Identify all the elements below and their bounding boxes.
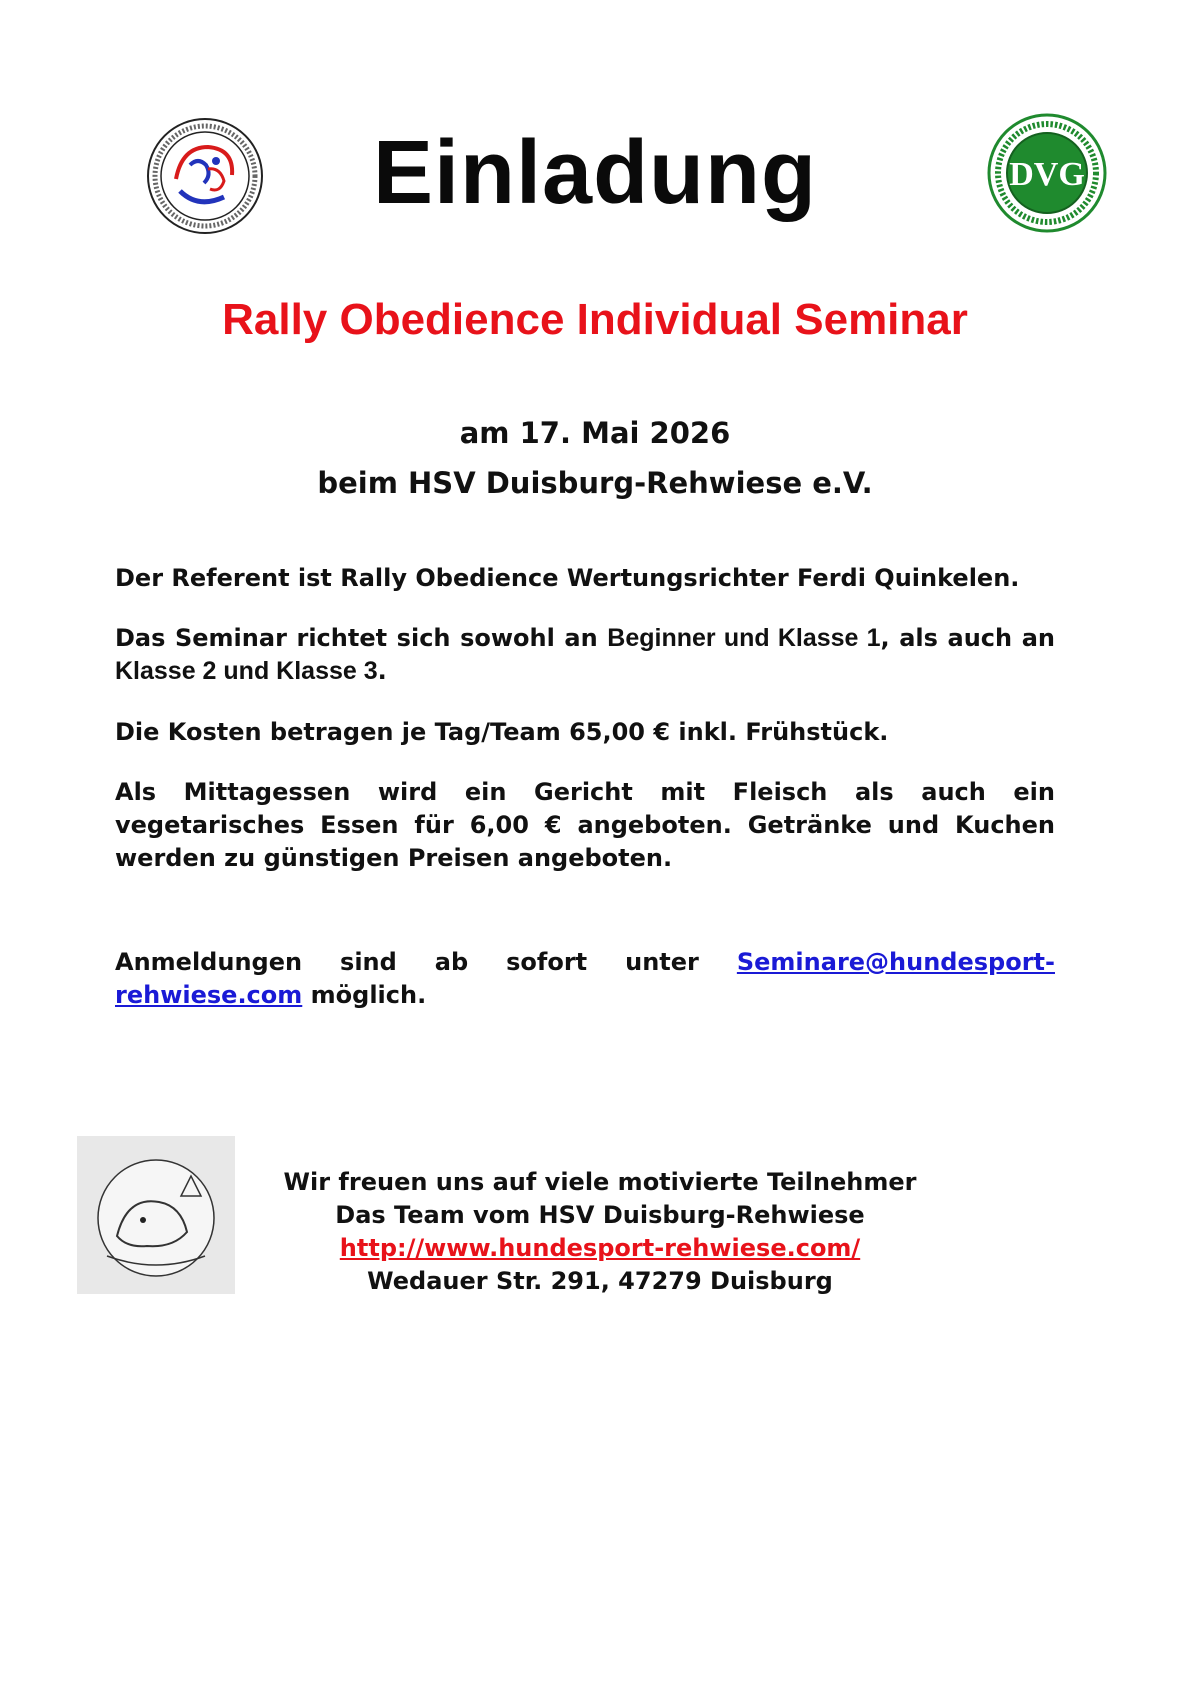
cost-paragraph: Die Kosten betragen je Tag/Team 65,00 € inkl. Frühstück. [115,718,889,746]
lunch-paragraph: Als Mittagessen wird ein Gericht mit Fleisch als auch ein vegetarisches Essen für 6,00 € angeboten. Getränke und Kuchen werden zu günstigen Preisen angeboten. [115,778,1055,872]
class-2-3: Klasse 2 und Klasse 3 [115,657,378,685]
footer-block [250,1166,950,1298]
page-title: Einladung [373,123,817,223]
seminar-title: Rally Obedience Individual Seminar [222,295,968,344]
target-group-paragraph: Das Seminar richtet sich sowohl an Beginner und Klasse 1, als auch an Klasse 2 und Klasse 3. [115,624,1055,685]
referent-paragraph: Der Referent ist Rally Obedience Wertungsrichter Ferdi Quinkelen. [115,564,1020,592]
registration-paragraph: Anmeldungen sind ab sofort unter Seminare@hundesport-rehwiese.com möglich. [115,948,1055,1009]
dvg-logo-text: DVG [1009,156,1085,193]
event-date: am 17. Mai 2026 [459,416,731,450]
event-location: beim HSV Duisburg-Rehwiese e.V. [317,466,873,500]
class-beginner-1: Beginner und Klasse 1 [607,624,881,652]
footer-greeting: Wir freuen uns auf viele motivierte Teilnehmer [283,1168,917,1196]
club-logo [77,1136,235,1294]
website-link[interactable]: http://www.hundesport-rehwiese.com/ [339,1234,861,1262]
footer-team: Das Team vom HSV Duisburg-Rehwiese [335,1201,865,1229]
email-link[interactable]: Seminare@hundesport-rehwiese.com [115,948,1055,1009]
footer-address: Wedauer Str. 291, 47279 Duisburg [367,1267,833,1295]
